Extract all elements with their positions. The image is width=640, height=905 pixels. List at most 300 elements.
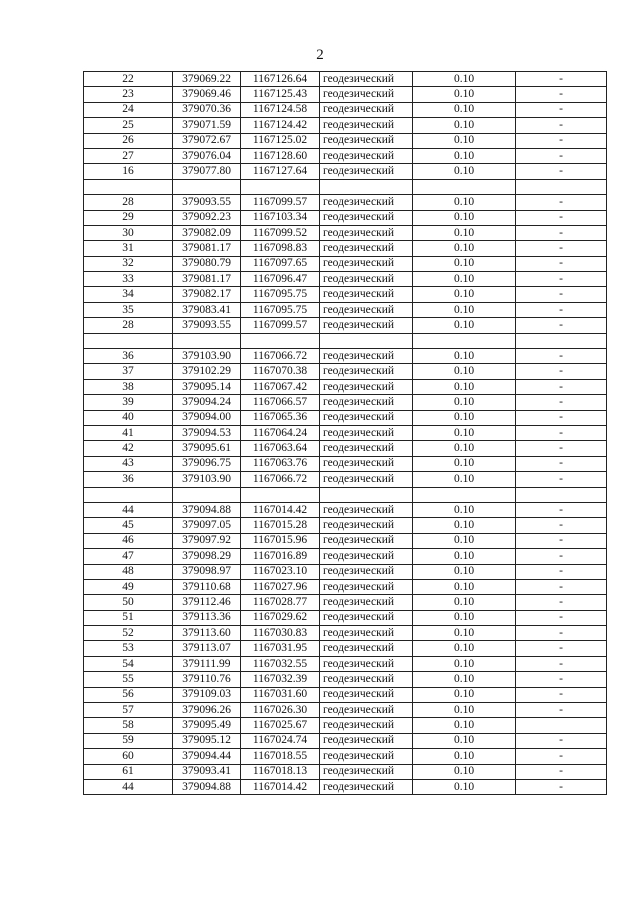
note-cell: - xyxy=(516,626,607,641)
note-cell: - xyxy=(516,764,607,779)
accuracy-cell: 0.10 xyxy=(413,102,516,117)
empty-cell xyxy=(173,333,241,348)
point-number-cell: 50 xyxy=(84,595,173,610)
accuracy-cell: 0.10 xyxy=(413,318,516,333)
point-number-cell: 38 xyxy=(84,379,173,394)
table-row xyxy=(84,564,607,579)
method-cell: геодезический xyxy=(320,441,413,456)
y-coordinate-cell: 1167023.10 xyxy=(241,564,320,579)
point-number-cell: 45 xyxy=(84,518,173,533)
y-coordinate-cell: 1167018.13 xyxy=(241,764,320,779)
table-row xyxy=(84,641,607,656)
accuracy-cell: 0.10 xyxy=(413,364,516,379)
note-cell: - xyxy=(516,579,607,594)
point-number-cell: 28 xyxy=(84,318,173,333)
x-coordinate-cell: 379096.26 xyxy=(173,703,241,718)
note-cell: - xyxy=(516,225,607,240)
empty-cell xyxy=(413,333,516,348)
accuracy-cell: 0.10 xyxy=(413,733,516,748)
x-coordinate-cell: 379095.61 xyxy=(173,441,241,456)
method-cell: геодезический xyxy=(320,518,413,533)
empty-cell xyxy=(516,487,607,502)
coordinates-table-body xyxy=(84,72,607,795)
x-coordinate-cell: 379093.41 xyxy=(173,764,241,779)
x-coordinate-cell: 379076.04 xyxy=(173,148,241,163)
method-cell: геодезический xyxy=(320,472,413,487)
table-row xyxy=(84,472,607,487)
x-coordinate-cell: 379094.00 xyxy=(173,410,241,425)
empty-cell xyxy=(241,333,320,348)
empty-cell xyxy=(84,333,173,348)
x-coordinate-cell: 379094.53 xyxy=(173,425,241,440)
accuracy-cell: 0.10 xyxy=(413,595,516,610)
note-cell: - xyxy=(516,210,607,225)
table-row xyxy=(84,579,607,594)
accuracy-cell: 0.10 xyxy=(413,502,516,517)
table-row xyxy=(84,302,607,317)
note-cell: - xyxy=(516,287,607,302)
method-cell: геодезический xyxy=(320,610,413,625)
point-number-cell: 36 xyxy=(84,349,173,364)
y-coordinate-cell: 1167031.95 xyxy=(241,641,320,656)
x-coordinate-cell: 379094.44 xyxy=(173,749,241,764)
point-number-cell: 61 xyxy=(84,764,173,779)
x-coordinate-cell: 379095.14 xyxy=(173,379,241,394)
note-cell: - xyxy=(516,472,607,487)
table-row xyxy=(84,456,607,471)
table-row xyxy=(84,549,607,564)
point-number-cell: 34 xyxy=(84,287,173,302)
accuracy-cell: 0.10 xyxy=(413,579,516,594)
point-number-cell: 25 xyxy=(84,118,173,133)
accuracy-cell: 0.10 xyxy=(413,395,516,410)
note-cell: - xyxy=(516,456,607,471)
y-coordinate-cell: 1167097.65 xyxy=(241,256,320,271)
note-cell: - xyxy=(516,672,607,687)
y-coordinate-cell: 1167066.72 xyxy=(241,349,320,364)
table-row xyxy=(84,364,607,379)
method-cell: геодезический xyxy=(320,733,413,748)
method-cell: геодезический xyxy=(320,225,413,240)
note-cell: - xyxy=(516,410,607,425)
y-coordinate-cell: 1167066.57 xyxy=(241,395,320,410)
table-row xyxy=(84,703,607,718)
y-coordinate-cell: 1167099.57 xyxy=(241,195,320,210)
accuracy-cell: 0.10 xyxy=(413,641,516,656)
empty-cell xyxy=(516,179,607,194)
x-coordinate-cell: 379077.80 xyxy=(173,164,241,179)
accuracy-cell: 0.10 xyxy=(413,410,516,425)
table-row xyxy=(84,133,607,148)
y-coordinate-cell: 1167126.64 xyxy=(241,72,320,87)
accuracy-cell: 0.10 xyxy=(413,518,516,533)
note-cell: - xyxy=(516,133,607,148)
point-number-cell: 57 xyxy=(84,703,173,718)
point-number-cell: 59 xyxy=(84,733,173,748)
method-cell: геодезический xyxy=(320,749,413,764)
table-row xyxy=(84,718,607,733)
separator-row xyxy=(84,333,607,348)
method-cell: геодезический xyxy=(320,195,413,210)
x-coordinate-cell: 379113.36 xyxy=(173,610,241,625)
table-row xyxy=(84,272,607,287)
x-coordinate-cell: 379069.46 xyxy=(173,87,241,102)
note-cell: - xyxy=(516,564,607,579)
y-coordinate-cell: 1167124.58 xyxy=(241,102,320,117)
table-row xyxy=(84,425,607,440)
method-cell: геодезический xyxy=(320,379,413,394)
point-number-cell: 32 xyxy=(84,256,173,271)
note-cell: - xyxy=(516,425,607,440)
point-number-cell: 24 xyxy=(84,102,173,117)
y-coordinate-cell: 1167025.67 xyxy=(241,718,320,733)
y-coordinate-cell: 1167024.74 xyxy=(241,733,320,748)
table-row xyxy=(84,610,607,625)
method-cell: геодезический xyxy=(320,764,413,779)
accuracy-cell: 0.10 xyxy=(413,379,516,394)
table-row xyxy=(84,72,607,87)
method-cell: геодезический xyxy=(320,687,413,702)
table-row xyxy=(84,410,607,425)
empty-cell xyxy=(241,179,320,194)
x-coordinate-cell: 379093.55 xyxy=(173,195,241,210)
note-cell: - xyxy=(516,272,607,287)
x-coordinate-cell: 379082.17 xyxy=(173,287,241,302)
method-cell: геодезический xyxy=(320,641,413,656)
point-number-cell: 27 xyxy=(84,148,173,163)
x-coordinate-cell: 379071.59 xyxy=(173,118,241,133)
accuracy-cell: 0.10 xyxy=(413,302,516,317)
accuracy-cell: 0.10 xyxy=(413,148,516,163)
x-coordinate-cell: 379111.99 xyxy=(173,656,241,671)
y-coordinate-cell: 1167125.43 xyxy=(241,87,320,102)
point-number-cell: 41 xyxy=(84,425,173,440)
accuracy-cell: 0.10 xyxy=(413,441,516,456)
accuracy-cell: 0.10 xyxy=(413,626,516,641)
accuracy-cell: 0.10 xyxy=(413,164,516,179)
empty-cell xyxy=(84,487,173,502)
note-cell xyxy=(516,718,607,733)
accuracy-cell: 0.10 xyxy=(413,133,516,148)
method-cell: геодезический xyxy=(320,272,413,287)
x-coordinate-cell: 379092.23 xyxy=(173,210,241,225)
accuracy-cell: 0.10 xyxy=(413,241,516,256)
method-cell: геодезический xyxy=(320,502,413,517)
accuracy-cell: 0.10 xyxy=(413,272,516,287)
method-cell: геодезический xyxy=(320,549,413,564)
x-coordinate-cell: 379113.07 xyxy=(173,641,241,656)
method-cell: геодезический xyxy=(320,564,413,579)
note-cell: - xyxy=(516,733,607,748)
point-number-cell: 42 xyxy=(84,441,173,456)
y-coordinate-cell: 1167098.83 xyxy=(241,241,320,256)
x-coordinate-cell: 379094.88 xyxy=(173,779,241,794)
note-cell: - xyxy=(516,102,607,117)
x-coordinate-cell: 379094.24 xyxy=(173,395,241,410)
accuracy-cell: 0.10 xyxy=(413,687,516,702)
method-cell: геодезический xyxy=(320,318,413,333)
empty-cell xyxy=(84,179,173,194)
table-row xyxy=(84,318,607,333)
note-cell: - xyxy=(516,441,607,456)
accuracy-cell: 0.10 xyxy=(413,764,516,779)
y-coordinate-cell: 1167063.76 xyxy=(241,456,320,471)
point-number-cell: 28 xyxy=(84,195,173,210)
point-number-cell: 58 xyxy=(84,718,173,733)
method-cell: геодезический xyxy=(320,718,413,733)
x-coordinate-cell: 379112.46 xyxy=(173,595,241,610)
note-cell: - xyxy=(516,502,607,517)
table-row xyxy=(84,595,607,610)
method-cell: геодезический xyxy=(320,672,413,687)
method-cell: геодезический xyxy=(320,456,413,471)
x-coordinate-cell: 379093.55 xyxy=(173,318,241,333)
accuracy-cell: 0.10 xyxy=(413,225,516,240)
point-number-cell: 16 xyxy=(84,164,173,179)
note-cell: - xyxy=(516,349,607,364)
method-cell: геодезический xyxy=(320,256,413,271)
method-cell: геодезический xyxy=(320,118,413,133)
table-row xyxy=(84,502,607,517)
point-number-cell: 48 xyxy=(84,564,173,579)
point-number-cell: 43 xyxy=(84,456,173,471)
x-coordinate-cell: 379097.92 xyxy=(173,533,241,548)
point-number-cell: 29 xyxy=(84,210,173,225)
table-row xyxy=(84,349,607,364)
point-number-cell: 56 xyxy=(84,687,173,702)
y-coordinate-cell: 1167028.77 xyxy=(241,595,320,610)
y-coordinate-cell: 1167018.55 xyxy=(241,749,320,764)
y-coordinate-cell: 1167099.57 xyxy=(241,318,320,333)
table-row xyxy=(84,287,607,302)
y-coordinate-cell: 1167128.60 xyxy=(241,148,320,163)
y-coordinate-cell: 1167095.75 xyxy=(241,302,320,317)
note-cell: - xyxy=(516,318,607,333)
x-coordinate-cell: 379103.90 xyxy=(173,349,241,364)
method-cell: геодезический xyxy=(320,410,413,425)
accuracy-cell: 0.10 xyxy=(413,718,516,733)
note-cell: - xyxy=(516,364,607,379)
point-number-cell: 23 xyxy=(84,87,173,102)
note-cell: - xyxy=(516,72,607,87)
x-coordinate-cell: 379069.22 xyxy=(173,72,241,87)
method-cell: геодезический xyxy=(320,364,413,379)
y-coordinate-cell: 1167066.72 xyxy=(241,472,320,487)
y-coordinate-cell: 1167096.47 xyxy=(241,272,320,287)
point-number-cell: 54 xyxy=(84,656,173,671)
empty-cell xyxy=(413,179,516,194)
note-cell: - xyxy=(516,379,607,394)
accuracy-cell: 0.10 xyxy=(413,195,516,210)
y-coordinate-cell: 1167031.60 xyxy=(241,687,320,702)
accuracy-cell: 0.10 xyxy=(413,472,516,487)
accuracy-cell: 0.10 xyxy=(413,672,516,687)
y-coordinate-cell: 1167015.28 xyxy=(241,518,320,533)
accuracy-cell: 0.10 xyxy=(413,703,516,718)
table-row xyxy=(84,656,607,671)
point-number-cell: 49 xyxy=(84,579,173,594)
x-coordinate-cell: 379098.29 xyxy=(173,549,241,564)
y-coordinate-cell: 1167064.24 xyxy=(241,425,320,440)
point-number-cell: 47 xyxy=(84,549,173,564)
separator-row xyxy=(84,179,607,194)
accuracy-cell: 0.10 xyxy=(413,779,516,794)
point-number-cell: 44 xyxy=(84,779,173,794)
note-cell: - xyxy=(516,533,607,548)
table-row xyxy=(84,733,607,748)
accuracy-cell: 0.10 xyxy=(413,87,516,102)
accuracy-cell: 0.10 xyxy=(413,456,516,471)
method-cell: геодезический xyxy=(320,287,413,302)
note-cell: - xyxy=(516,195,607,210)
y-coordinate-cell: 1167127.64 xyxy=(241,164,320,179)
empty-cell xyxy=(320,333,413,348)
method-cell: геодезический xyxy=(320,72,413,87)
y-coordinate-cell: 1167125.02 xyxy=(241,133,320,148)
y-coordinate-cell: 1167067.42 xyxy=(241,379,320,394)
table-row xyxy=(84,395,607,410)
table-row xyxy=(84,764,607,779)
note-cell: - xyxy=(516,749,607,764)
x-coordinate-cell: 379080.79 xyxy=(173,256,241,271)
accuracy-cell: 0.10 xyxy=(413,564,516,579)
method-cell: геодезический xyxy=(320,148,413,163)
empty-cell xyxy=(173,179,241,194)
accuracy-cell: 0.10 xyxy=(413,610,516,625)
table-row xyxy=(84,210,607,225)
x-coordinate-cell: 379081.17 xyxy=(173,241,241,256)
y-coordinate-cell: 1167014.42 xyxy=(241,779,320,794)
coordinates-table xyxy=(83,71,607,795)
point-number-cell: 26 xyxy=(84,133,173,148)
y-coordinate-cell: 1167027.96 xyxy=(241,579,320,594)
accuracy-cell: 0.10 xyxy=(413,425,516,440)
y-coordinate-cell: 1167032.55 xyxy=(241,656,320,671)
table-row xyxy=(84,672,607,687)
y-coordinate-cell: 1167030.83 xyxy=(241,626,320,641)
table-row xyxy=(84,102,607,117)
empty-cell xyxy=(413,487,516,502)
y-coordinate-cell: 1167026.30 xyxy=(241,703,320,718)
point-number-cell: 44 xyxy=(84,502,173,517)
x-coordinate-cell: 379110.68 xyxy=(173,579,241,594)
note-cell: - xyxy=(516,610,607,625)
method-cell: геодезический xyxy=(320,779,413,794)
point-number-cell: 31 xyxy=(84,241,173,256)
note-cell: - xyxy=(516,703,607,718)
separator-row xyxy=(84,487,607,502)
method-cell: геодезический xyxy=(320,87,413,102)
x-coordinate-cell: 379109.03 xyxy=(173,687,241,702)
accuracy-cell: 0.10 xyxy=(413,118,516,133)
table-row xyxy=(84,533,607,548)
accuracy-cell: 0.10 xyxy=(413,549,516,564)
x-coordinate-cell: 379110.76 xyxy=(173,672,241,687)
empty-cell xyxy=(173,487,241,502)
method-cell: геодезический xyxy=(320,703,413,718)
table-row xyxy=(84,118,607,133)
method-cell: геодезический xyxy=(320,595,413,610)
note-cell: - xyxy=(516,549,607,564)
x-coordinate-cell: 379081.17 xyxy=(173,272,241,287)
point-number-cell: 35 xyxy=(84,302,173,317)
table-row xyxy=(84,518,607,533)
note-cell: - xyxy=(516,256,607,271)
point-number-cell: 46 xyxy=(84,533,173,548)
note-cell: - xyxy=(516,241,607,256)
accuracy-cell: 0.10 xyxy=(413,256,516,271)
point-number-cell: 39 xyxy=(84,395,173,410)
table-row xyxy=(84,225,607,240)
y-coordinate-cell: 1167029.62 xyxy=(241,610,320,625)
point-number-cell: 55 xyxy=(84,672,173,687)
y-coordinate-cell: 1167103.34 xyxy=(241,210,320,225)
method-cell: геодезический xyxy=(320,102,413,117)
x-coordinate-cell: 379083.41 xyxy=(173,302,241,317)
y-coordinate-cell: 1167065.36 xyxy=(241,410,320,425)
note-cell: - xyxy=(516,87,607,102)
method-cell: геодезический xyxy=(320,425,413,440)
method-cell: геодезический xyxy=(320,395,413,410)
table-row xyxy=(84,779,607,794)
method-cell: геодезический xyxy=(320,626,413,641)
method-cell: геодезический xyxy=(320,349,413,364)
point-number-cell: 36 xyxy=(84,472,173,487)
accuracy-cell: 0.10 xyxy=(413,287,516,302)
y-coordinate-cell: 1167124.42 xyxy=(241,118,320,133)
x-coordinate-cell: 379070.36 xyxy=(173,102,241,117)
method-cell: геодезический xyxy=(320,656,413,671)
y-coordinate-cell: 1167014.42 xyxy=(241,502,320,517)
x-coordinate-cell: 379094.88 xyxy=(173,502,241,517)
y-coordinate-cell: 1167099.52 xyxy=(241,225,320,240)
x-coordinate-cell: 379113.60 xyxy=(173,626,241,641)
y-coordinate-cell: 1167016.89 xyxy=(241,549,320,564)
x-coordinate-cell: 379072.67 xyxy=(173,133,241,148)
method-cell: геодезический xyxy=(320,533,413,548)
table-row xyxy=(84,87,607,102)
table-row xyxy=(84,164,607,179)
y-coordinate-cell: 1167095.75 xyxy=(241,287,320,302)
y-coordinate-cell: 1167063.64 xyxy=(241,441,320,456)
x-coordinate-cell: 379102.29 xyxy=(173,364,241,379)
note-cell: - xyxy=(516,687,607,702)
table-row xyxy=(84,441,607,456)
point-number-cell: 22 xyxy=(84,72,173,87)
empty-cell xyxy=(241,487,320,502)
table-row xyxy=(84,749,607,764)
table-row xyxy=(84,379,607,394)
point-number-cell: 52 xyxy=(84,626,173,641)
x-coordinate-cell: 379095.12 xyxy=(173,733,241,748)
point-number-cell: 53 xyxy=(84,641,173,656)
x-coordinate-cell: 379103.90 xyxy=(173,472,241,487)
method-cell: геодезический xyxy=(320,579,413,594)
method-cell: геодезический xyxy=(320,302,413,317)
method-cell: геодезический xyxy=(320,164,413,179)
accuracy-cell: 0.10 xyxy=(413,533,516,548)
note-cell: - xyxy=(516,779,607,794)
accuracy-cell: 0.10 xyxy=(413,72,516,87)
accuracy-cell: 0.10 xyxy=(413,749,516,764)
empty-cell xyxy=(516,333,607,348)
x-coordinate-cell: 379082.09 xyxy=(173,225,241,240)
accuracy-cell: 0.10 xyxy=(413,210,516,225)
note-cell: - xyxy=(516,641,607,656)
y-coordinate-cell: 1167032.39 xyxy=(241,672,320,687)
table-row xyxy=(84,241,607,256)
note-cell: - xyxy=(516,595,607,610)
